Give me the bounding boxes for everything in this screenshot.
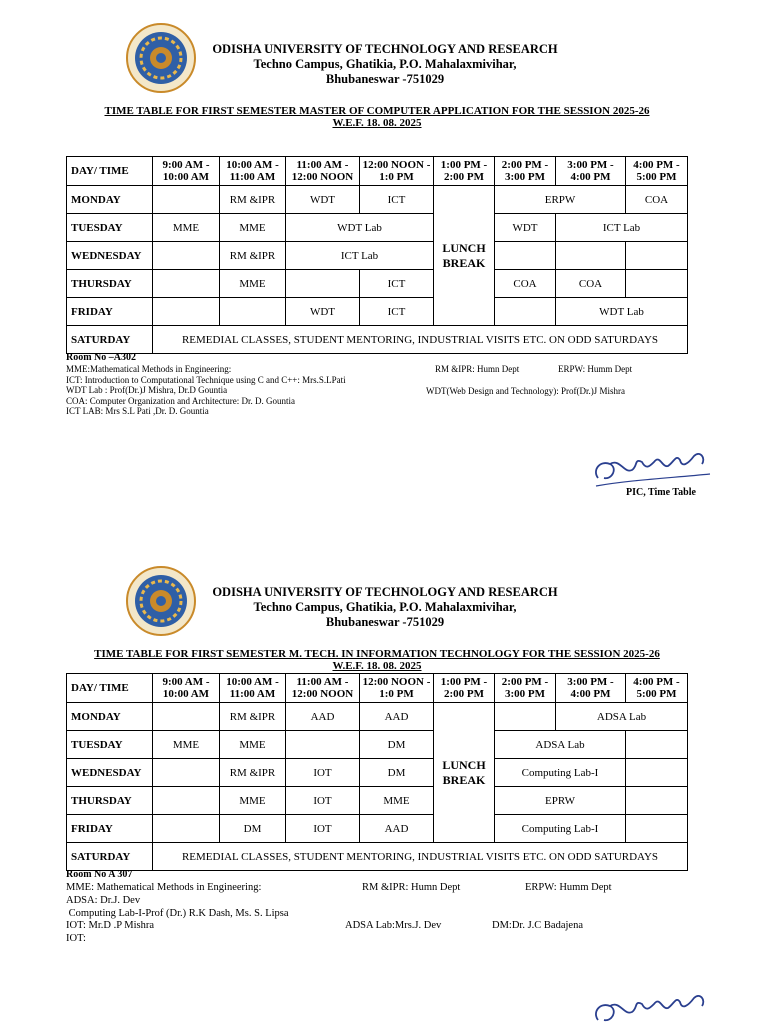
cell: AAD — [360, 815, 434, 843]
university-logo — [125, 22, 197, 94]
header-slot: 2:00 PM - 3:00 PM — [495, 674, 556, 703]
cell — [626, 815, 688, 843]
header-slot: 11:00 AM - 12:00 NOON — [286, 674, 360, 703]
note-line: WDT Lab : Prof(Dr.)J Mishra, Dr.D Gountia — [66, 385, 228, 395]
cell — [286, 270, 360, 298]
timetable-mca — [66, 156, 688, 354]
note-mme: MME: Mathematical Methods in Engineering: — [66, 882, 262, 893]
header-day-time: DAY/ TIME — [67, 674, 153, 703]
cell: ADSA Lab — [556, 703, 688, 731]
cell — [153, 186, 220, 214]
day-wednesday: WEDNESDAY — [67, 759, 153, 787]
cell: ICT — [360, 270, 434, 298]
cell — [626, 270, 688, 298]
header-slot: 4:00 PM - 5:00 PM — [626, 674, 688, 703]
cell — [153, 815, 220, 843]
header-slot: 3:00 PM - 4:00 PM — [556, 157, 626, 186]
cell: RM &IPR — [220, 759, 286, 787]
header-slot: 9:00 AM - 10:00 AM — [153, 674, 220, 703]
cell: MME — [220, 731, 286, 759]
note-wdt: WDT(Web Design and Technology): Prof(Dr.)J Mishra — [426, 386, 625, 396]
cell — [495, 242, 556, 270]
cell: MME — [220, 270, 286, 298]
note-iot: IOT: Mr.D .P Mishra — [66, 920, 155, 931]
cell: ICT Lab — [286, 242, 434, 270]
cell: ERPW — [495, 186, 626, 214]
cell — [556, 242, 626, 270]
header-slot: 2:00 PM - 3:00 PM — [495, 157, 556, 186]
cell — [495, 298, 556, 326]
timetable-title: TIME TABLE FOR FIRST SEMESTER MASTER OF COMPUTER APPLICATION FOR THE SESSION 2025-26 — [104, 105, 650, 117]
note-erpw: ERPW: Humm Dept — [558, 364, 633, 374]
cell — [153, 298, 220, 326]
note-line: ICT: Introduction to Computational Technique using C and C++: Mrs.S.LPati — [66, 374, 346, 385]
cell — [286, 731, 360, 759]
cell: AAD — [360, 703, 434, 731]
day-saturday: SATURDAY — [67, 326, 153, 354]
timetable-wef: W.E.F. 18. 08. 2025 — [332, 117, 422, 129]
header-slot: 1:00 PM - 2:00 PM — [434, 674, 495, 703]
saturday-note: REMEDIAL CLASSES, STUDENT MENTORING, INDUSTRIAL VISITS ETC. ON ODD SATURDAYS — [153, 326, 688, 354]
cell: MME — [153, 214, 220, 242]
note-line: MME:Mathematical Methods in Engineering: — [66, 364, 232, 374]
lunch-break: LUNCH BREAK — [434, 703, 495, 843]
timetable-wef: W.E.F. 18. 08. 2025 — [332, 660, 422, 672]
university-address-line2: Bhubaneswar -751029 — [325, 615, 445, 629]
cell — [495, 703, 556, 731]
university-address-line2: Bhubaneswar -751029 — [325, 72, 445, 86]
cell — [153, 270, 220, 298]
day-thursday: THURSDAY — [67, 270, 153, 298]
cell: WDT — [495, 214, 556, 242]
cell — [626, 242, 688, 270]
cell: RM &IPR — [220, 242, 286, 270]
header-slot: 12:00 NOON - 1:0 PM — [360, 674, 434, 703]
cell: MME — [153, 731, 220, 759]
note-line: COA: Computer Organization and Architecture: Dr. D. Gountia — [66, 395, 296, 406]
cell: IOT — [286, 759, 360, 787]
cell: IOT — [286, 815, 360, 843]
cell: COA — [556, 270, 626, 298]
header-slot: 9:00 AM - 10:00 AM — [153, 157, 220, 186]
header-slot: 10:00 AM - 11:00 AM — [220, 674, 286, 703]
note-dm: DM:Dr. J.C Badajena — [492, 920, 583, 931]
saturday-note: REMEDIAL CLASSES, STUDENT MENTORING, INDUSTRIAL VISITS ETC. ON ODD SATURDAYS — [153, 843, 688, 871]
cell: COA — [495, 270, 556, 298]
header-slot: 4:00 PM - 5:00 PM — [626, 157, 688, 186]
cell: ICT — [360, 186, 434, 214]
header-day-time: DAY/ TIME — [67, 157, 153, 186]
header-slot: 11:00 AM - 12:00 NOON — [286, 157, 360, 186]
note-line: ICT LAB: Mrs S.L Pati ,Dr. D. Gountia — [66, 406, 209, 416]
cell: Computing Lab-I — [495, 759, 626, 787]
cell: MME — [220, 787, 286, 815]
day-tuesday: TUESDAY — [67, 214, 153, 242]
cell: MME — [220, 214, 286, 242]
cell — [153, 242, 220, 270]
cell — [153, 787, 220, 815]
cell: WDT Lab — [556, 298, 688, 326]
header-slot: 3:00 PM - 4:00 PM — [556, 674, 626, 703]
note-rm: RM &IPR: Humn Dept — [362, 882, 461, 893]
room-number: Room No –A302 — [66, 352, 136, 363]
cell: IOT — [286, 787, 360, 815]
day-thursday: THURSDAY — [67, 787, 153, 815]
university-address-line1: Techno Campus, Ghatikia, P.O. Mahalaxmivihar, — [253, 57, 517, 71]
cell: DM — [220, 815, 286, 843]
day-saturday: SATURDAY — [67, 843, 153, 871]
cell: DM — [360, 731, 434, 759]
cell: ICT — [360, 298, 434, 326]
lunch-break: LUNCH BREAK — [434, 186, 495, 326]
cell: Computing Lab-I — [495, 815, 626, 843]
day-tuesday: TUESDAY — [67, 731, 153, 759]
cell — [626, 731, 688, 759]
cell: WDT Lab — [286, 214, 434, 242]
note-adsa-lab: ADSA Lab:Mrs.J. Dev — [345, 920, 442, 931]
university-address-line1: Techno Campus, Ghatikia, P.O. Mahalaxmivihar, — [253, 600, 517, 614]
cell: RM &IPR — [220, 703, 286, 731]
header-slot: 12:00 NOON - 1:0 PM — [360, 157, 434, 186]
university-logo — [125, 565, 197, 637]
note-rm: RM &IPR: Humn Dept — [435, 364, 520, 374]
cell — [220, 298, 286, 326]
day-friday: FRIDAY — [67, 815, 153, 843]
cell — [153, 759, 220, 787]
timetable-title: TIME TABLE FOR FIRST SEMESTER M. TECH. IN INFORMATION TECHNOLOGY FOR THE SESSION 2025-26 — [94, 648, 660, 660]
header-slot: 10:00 AM - 11:00 AM — [220, 157, 286, 186]
cell — [626, 759, 688, 787]
day-monday: MONDAY — [67, 703, 153, 731]
university-name: ODISHA UNIVERSITY OF TECHNOLOGY AND RESEARCH — [212, 42, 558, 56]
cell: DM — [360, 759, 434, 787]
cell: AAD — [286, 703, 360, 731]
day-friday: FRIDAY — [67, 298, 153, 326]
cell — [153, 703, 220, 731]
cell: WDT — [286, 298, 360, 326]
note-adsa: ADSA: Dr.J. Dev — [66, 895, 141, 906]
note-computing-lab: Computing Lab-I-Prof (Dr.) R.K Dash, Ms. S. Lipsa — [66, 908, 289, 919]
note-erpw: ERPW: Humm Dept — [525, 882, 612, 893]
day-monday: MONDAY — [67, 186, 153, 214]
cell: ADSA Lab — [495, 731, 626, 759]
signature-image — [590, 440, 715, 492]
cell: WDT — [286, 186, 360, 214]
header-slot: 1:00 PM - 2:00 PM — [434, 157, 495, 186]
cell: EPRW — [495, 787, 626, 815]
university-name: ODISHA UNIVERSITY OF TECHNOLOGY AND RESEARCH — [212, 585, 558, 599]
day-wednesday: WEDNESDAY — [67, 242, 153, 270]
cell: RM &IPR — [220, 186, 286, 214]
cell: ICT Lab — [556, 214, 688, 242]
cell — [626, 787, 688, 815]
cell: COA — [626, 186, 688, 214]
room-number: Room No A 307 — [66, 869, 133, 880]
pic-label: PIC, Time Table — [626, 487, 696, 498]
timetable-mtech — [66, 673, 688, 871]
note-iot2: IOT: — [66, 933, 86, 944]
signature-image — [590, 982, 715, 1024]
cell: MME — [360, 787, 434, 815]
